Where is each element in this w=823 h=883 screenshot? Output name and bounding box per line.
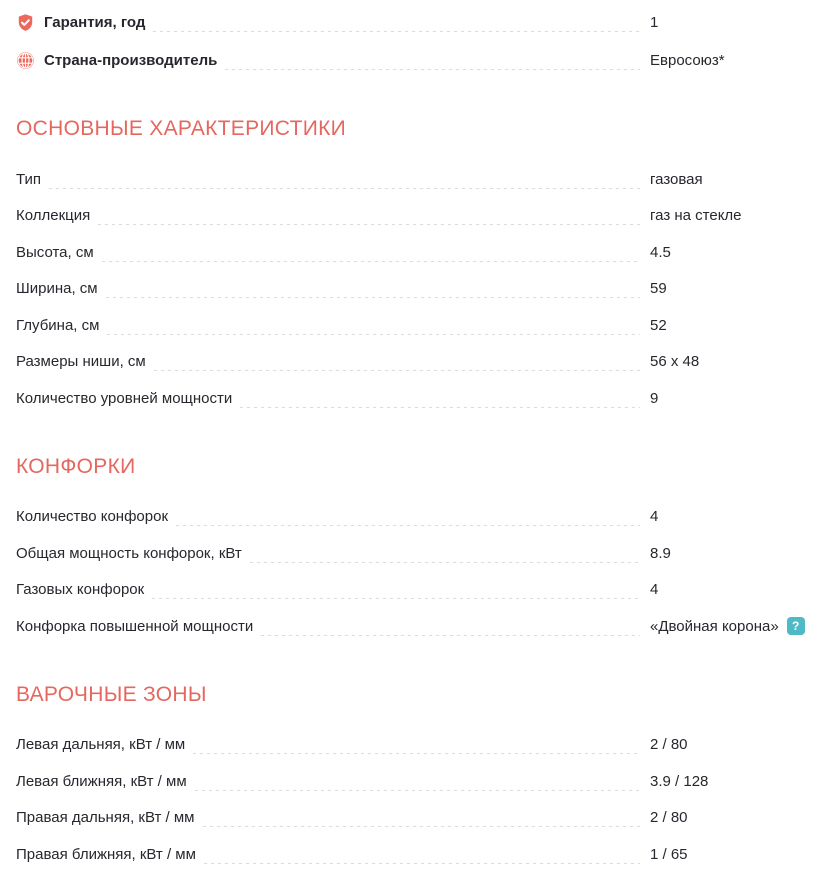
spec-value: 1: [650, 13, 659, 31]
spec-value: «Двойная корона» ?: [650, 617, 807, 635]
dotted-leader: [193, 753, 640, 754]
spec-value: 2 / 80: [650, 809, 688, 827]
spec-row: [16, 234, 807, 271]
spec-label: Правая дальняя, кВт / мм: [16, 809, 195, 827]
spec-rows: [16, 499, 807, 645]
spec-label: Ширина, см: [16, 280, 98, 298]
spec-label: Левая ближняя, кВт / мм: [16, 772, 187, 790]
spec-row: [16, 499, 807, 536]
spec-value: газ на стекле: [650, 207, 742, 225]
section-title: ОСНОВНЫЕ ХАРАКТЕРИСТИКИ: [16, 117, 347, 140]
dotted-leader: [98, 224, 640, 225]
dotted-leader: [107, 334, 640, 335]
dotted-leader: [240, 407, 640, 408]
spec-value: газовая: [650, 170, 703, 188]
dotted-leader: [195, 790, 640, 791]
spec-value: 52: [650, 316, 667, 334]
spec-row: [16, 198, 807, 235]
dotted-leader: [225, 69, 640, 70]
section-title: КОНФОРКИ: [16, 454, 136, 478]
spec-row: [16, 161, 807, 198]
dotted-leader: [261, 635, 640, 636]
spec-section: [16, 117, 807, 417]
dotted-leader: [106, 297, 640, 298]
spec-row: [16, 271, 807, 308]
spec-row: [16, 608, 807, 645]
spec-label: Левая дальняя, кВт / мм: [16, 736, 186, 754]
spec-label: Количество конфорок: [16, 508, 169, 526]
spec-section: [16, 455, 807, 645]
spec-value: 4: [650, 508, 659, 526]
top-spec-row: [16, 3, 807, 41]
spec-row: [16, 344, 807, 381]
top-specs-list: [16, 3, 807, 79]
spec-value: 59: [650, 280, 667, 298]
spec-row: [16, 836, 807, 873]
dotted-leader: [204, 863, 640, 864]
spec-value: 2 / 80: [650, 736, 688, 754]
spec-row: [16, 572, 807, 609]
dotted-leader: [152, 598, 640, 599]
section-title: ВАРОЧНЫЕ ЗОНЫ: [16, 682, 207, 706]
globe-icon: [16, 51, 35, 70]
spec-value: 56 x 48: [650, 353, 700, 371]
spec-sections: [16, 117, 807, 873]
spec-row: [16, 727, 807, 764]
spec-row: [16, 800, 807, 837]
spec-label: Конфорка повышенной мощности: [16, 617, 254, 635]
spec-value: 3.9 / 128: [650, 772, 709, 790]
spec-value: Евросоюз*: [650, 51, 725, 69]
spec-value: 8.9: [650, 544, 671, 562]
dotted-leader: [49, 188, 640, 189]
dotted-leader: [203, 826, 641, 827]
spec-label: Размеры ниши, см: [16, 353, 146, 371]
spec-label: Страна-производитель: [44, 51, 218, 69]
spec-label: Тип: [16, 170, 42, 188]
spec-rows: [16, 161, 807, 417]
dotted-leader: [154, 370, 640, 371]
top-spec-row: [16, 41, 807, 79]
spec-section: [16, 683, 807, 873]
spec-value: 4: [650, 581, 659, 599]
spec-rows: [16, 727, 807, 873]
shield-check-icon: [16, 13, 35, 32]
dotted-leader: [102, 261, 640, 262]
spec-label: Глубина, см: [16, 316, 100, 334]
spec-value: 4.5: [650, 243, 671, 261]
spec-label: Правая ближняя, кВт / мм: [16, 845, 196, 863]
spec-label: Общая мощность конфорок, кВт: [16, 544, 242, 562]
dotted-leader: [176, 525, 640, 526]
spec-label: Высота, см: [16, 243, 94, 261]
spec-row: [16, 535, 807, 572]
dotted-leader: [153, 31, 640, 32]
spec-value: 9: [650, 389, 659, 407]
spec-label: Газовых конфорок: [16, 581, 145, 599]
spec-label: Гарантия, год: [44, 13, 146, 31]
spec-row: [16, 307, 807, 344]
spec-label: Коллекция: [16, 207, 91, 225]
spec-row: [16, 763, 807, 800]
spec-value: 1 / 65: [650, 845, 688, 863]
dotted-leader: [250, 562, 640, 563]
spec-label: Количество уровней мощности: [16, 389, 233, 407]
spec-row: [16, 380, 807, 417]
help-question-icon[interactable]: ?: [787, 617, 805, 635]
